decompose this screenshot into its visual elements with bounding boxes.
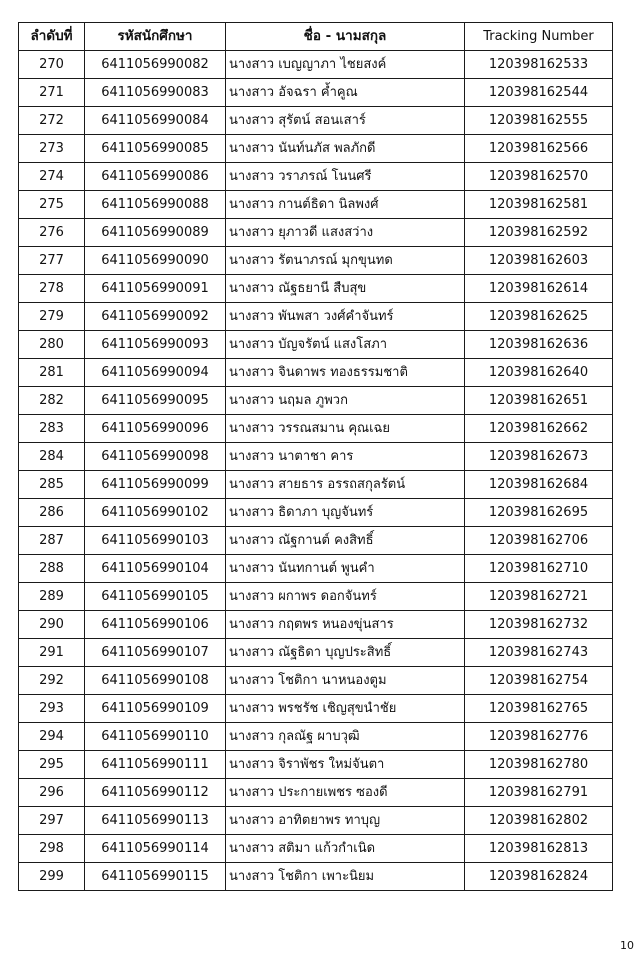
tracking-number-cell: 120398162824 — [465, 863, 613, 891]
student-id-cell: 6411056990098 — [85, 443, 226, 471]
row-number-cell: 291 — [19, 639, 85, 667]
table-row — [19, 79, 613, 107]
row-number-cell: 289 — [19, 583, 85, 611]
student-name-cell: นางสาว เบญญาภา ไชยสงค์ — [226, 51, 465, 79]
tracking-number-cell: 120398162791 — [465, 779, 613, 807]
student-id-cell: 6411056990094 — [85, 359, 226, 387]
table-row — [19, 415, 613, 443]
tracking-number-cell: 120398162581 — [465, 191, 613, 219]
student-id-cell: 6411056990104 — [85, 555, 226, 583]
table-row — [19, 639, 613, 667]
student-name-cell: นางสาว โชติกา เพาะนิยม — [226, 863, 465, 891]
student-name-cell: นางสาว อาทิตยาพร ทาบุญ — [226, 807, 465, 835]
row-number-cell: 276 — [19, 219, 85, 247]
tracking-number-cell: 120398162614 — [465, 275, 613, 303]
tracking-number-cell: 120398162721 — [465, 583, 613, 611]
student-name-cell: นางสาว ผกาพร ดอกจันทร์ — [226, 583, 465, 611]
student-name-cell: นางสาว นันท์นภัส พลภักดี — [226, 135, 465, 163]
tracking-number-cell: 120398162813 — [465, 835, 613, 863]
student-name-cell: นางสาว ณัฐกานต์ คงสิทธิ์ — [226, 527, 465, 555]
student-name-cell: นางสาว รัตนาภรณ์ มุกขุนทด — [226, 247, 465, 275]
table-row — [19, 751, 613, 779]
tracking-number-cell: 120398162625 — [465, 303, 613, 331]
row-number-cell: 288 — [19, 555, 85, 583]
student-id-cell: 6411056990102 — [85, 499, 226, 527]
table-row — [19, 583, 613, 611]
tracking-number-cell: 120398162776 — [465, 723, 613, 751]
tracking-number-cell: 120398162651 — [465, 387, 613, 415]
row-number-cell: 271 — [19, 79, 85, 107]
tracking-number-cell: 120398162570 — [465, 163, 613, 191]
tracking-number-cell: 120398162695 — [465, 499, 613, 527]
tracking-number-cell: 120398162706 — [465, 527, 613, 555]
student-id-cell: 6411056990109 — [85, 695, 226, 723]
table-row — [19, 107, 613, 135]
table-row — [19, 863, 613, 891]
row-number-cell: 272 — [19, 107, 85, 135]
student-name-cell: นางสาว บัญจรัตน์ แสงโสภา — [226, 331, 465, 359]
student-name-cell: นางสาว สายธาร อรรถสกุลรัตน์ — [226, 471, 465, 499]
tracking-number-cell: 120398162592 — [465, 219, 613, 247]
row-number-cell: 283 — [19, 415, 85, 443]
student-name-cell: นางสาว กฤตพร หนองขุ่นสาร — [226, 611, 465, 639]
document-sheet — [18, 22, 612, 891]
row-number-cell: 282 — [19, 387, 85, 415]
tracking-number-cell: 120398162636 — [465, 331, 613, 359]
row-number-cell: 295 — [19, 751, 85, 779]
row-number-cell: 281 — [19, 359, 85, 387]
table-row — [19, 163, 613, 191]
table-row — [19, 387, 613, 415]
tracking-number-cell: 120398162662 — [465, 415, 613, 443]
table-row — [19, 723, 613, 751]
table-row — [19, 611, 613, 639]
header-student-id: รหัสนักศึกษา — [85, 23, 226, 51]
tracking-number-cell: 120398162544 — [465, 79, 613, 107]
table-row — [19, 247, 613, 275]
tracking-number-cell: 120398162765 — [465, 695, 613, 723]
student-tracking-table — [18, 22, 613, 891]
student-id-cell: 6411056990112 — [85, 779, 226, 807]
table-row — [19, 331, 613, 359]
row-number-cell: 279 — [19, 303, 85, 331]
student-name-cell: นางสาว ณัฐธิดา บุญประสิทธิ์ — [226, 639, 465, 667]
student-id-cell: 6411056990089 — [85, 219, 226, 247]
row-number-cell: 299 — [19, 863, 85, 891]
table-row — [19, 191, 613, 219]
table-row — [19, 303, 613, 331]
table-row — [19, 51, 613, 79]
tracking-number-cell: 120398162566 — [465, 135, 613, 163]
table-row — [19, 807, 613, 835]
student-id-cell: 6411056990093 — [85, 331, 226, 359]
table-row — [19, 527, 613, 555]
student-id-cell: 6411056990085 — [85, 135, 226, 163]
table-row — [19, 135, 613, 163]
table-row — [19, 471, 613, 499]
tracking-number-cell: 120398162673 — [465, 443, 613, 471]
row-number-cell: 275 — [19, 191, 85, 219]
student-name-cell: นางสาว กานต์ธิดา นิลพงศ์ — [226, 191, 465, 219]
header-name: ชื่อ - นามสกุล — [226, 23, 465, 51]
tracking-number-cell: 120398162640 — [465, 359, 613, 387]
table-row — [19, 555, 613, 583]
student-id-cell: 6411056990091 — [85, 275, 226, 303]
header-tracking: Tracking Number — [465, 23, 613, 51]
student-id-cell: 6411056990113 — [85, 807, 226, 835]
tracking-number-cell: 120398162780 — [465, 751, 613, 779]
student-name-cell: นางสาว โชติกา นาหนองตูม — [226, 667, 465, 695]
row-number-cell: 278 — [19, 275, 85, 303]
student-id-cell: 6411056990107 — [85, 639, 226, 667]
row-number-cell: 292 — [19, 667, 85, 695]
row-number-cell: 293 — [19, 695, 85, 723]
row-number-cell: 274 — [19, 163, 85, 191]
student-name-cell: นางสาว พันพสา วงศ์คำจันทร์ — [226, 303, 465, 331]
student-name-cell: นางสาว สุรัตน์ สอนเสาร์ — [226, 107, 465, 135]
student-name-cell: นางสาว วรรณสมาน คุณเฉย — [226, 415, 465, 443]
student-id-cell: 6411056990099 — [85, 471, 226, 499]
student-name-cell: นางสาว จินดาพร ทองธรรมชาติ — [226, 359, 465, 387]
page-number: 10 — [620, 939, 634, 952]
tracking-number-cell: 120398162684 — [465, 471, 613, 499]
student-name-cell: นางสาว ธิดาภา บุญจันทร์ — [226, 499, 465, 527]
student-name-cell: นางสาว กุลณัฐ ผาบวุฒิ — [226, 723, 465, 751]
table-row — [19, 667, 613, 695]
tracking-number-cell: 120398162533 — [465, 51, 613, 79]
row-number-cell: 294 — [19, 723, 85, 751]
row-number-cell: 298 — [19, 835, 85, 863]
row-number-cell: 280 — [19, 331, 85, 359]
student-id-cell: 6411056990083 — [85, 79, 226, 107]
student-id-cell: 6411056990108 — [85, 667, 226, 695]
student-id-cell: 6411056990090 — [85, 247, 226, 275]
tracking-number-cell: 120398162732 — [465, 611, 613, 639]
table-header — [19, 23, 613, 51]
student-name-cell: นางสาว นาตาชา คาร — [226, 443, 465, 471]
student-id-cell: 6411056990115 — [85, 863, 226, 891]
table-body — [19, 51, 613, 891]
student-id-cell: 6411056990096 — [85, 415, 226, 443]
header-row — [19, 23, 613, 51]
row-number-cell: 284 — [19, 443, 85, 471]
tracking-number-cell: 120398162802 — [465, 807, 613, 835]
student-name-cell: นางสาว วราภรณ์ โนนศรี — [226, 163, 465, 191]
tracking-number-cell: 120398162603 — [465, 247, 613, 275]
student-id-cell: 6411056990110 — [85, 723, 226, 751]
student-id-cell: 6411056990084 — [85, 107, 226, 135]
row-number-cell: 297 — [19, 807, 85, 835]
header-no: ลำดับที่ — [19, 23, 85, 51]
table-row — [19, 695, 613, 723]
table-row — [19, 499, 613, 527]
student-name-cell: นางสาว ณัฐธยานี สืบสุข — [226, 275, 465, 303]
tracking-number-cell: 120398162555 — [465, 107, 613, 135]
row-number-cell: 290 — [19, 611, 85, 639]
student-name-cell: นางสาว จิราพัชร ใหม่จันตา — [226, 751, 465, 779]
student-name-cell: นางสาว สติมา แก้วกำเนิด — [226, 835, 465, 863]
student-id-cell: 6411056990106 — [85, 611, 226, 639]
student-name-cell: นางสาว พรชรัช เชิญสุขนำชัย — [226, 695, 465, 723]
table-row — [19, 359, 613, 387]
table-row — [19, 835, 613, 863]
student-id-cell: 6411056990105 — [85, 583, 226, 611]
tracking-number-cell: 120398162754 — [465, 667, 613, 695]
student-id-cell: 6411056990092 — [85, 303, 226, 331]
table-row — [19, 275, 613, 303]
student-name-cell: นางสาว ประกายเพชร ซองดี — [226, 779, 465, 807]
student-name-cell: นางสาว นฤมล ภูพวก — [226, 387, 465, 415]
row-number-cell: 273 — [19, 135, 85, 163]
row-number-cell: 270 — [19, 51, 85, 79]
student-id-cell: 6411056990103 — [85, 527, 226, 555]
row-number-cell: 286 — [19, 499, 85, 527]
student-name-cell: นางสาว นันทกานต์ พูนคำ — [226, 555, 465, 583]
row-number-cell: 285 — [19, 471, 85, 499]
tracking-number-cell: 120398162743 — [465, 639, 613, 667]
row-number-cell: 296 — [19, 779, 85, 807]
table-row — [19, 219, 613, 247]
student-name-cell: นางสาว ยุภาวดี แสงสว่าง — [226, 219, 465, 247]
row-number-cell: 287 — [19, 527, 85, 555]
student-id-cell: 6411056990088 — [85, 191, 226, 219]
table-row — [19, 779, 613, 807]
row-number-cell: 277 — [19, 247, 85, 275]
table-row — [19, 443, 613, 471]
student-id-cell: 6411056990111 — [85, 751, 226, 779]
student-id-cell: 6411056990114 — [85, 835, 226, 863]
student-name-cell: นางสาว อัจฉรา ค้ำคูณ — [226, 79, 465, 107]
student-id-cell: 6411056990082 — [85, 51, 226, 79]
student-id-cell: 6411056990086 — [85, 163, 226, 191]
student-id-cell: 6411056990095 — [85, 387, 226, 415]
tracking-number-cell: 120398162710 — [465, 555, 613, 583]
